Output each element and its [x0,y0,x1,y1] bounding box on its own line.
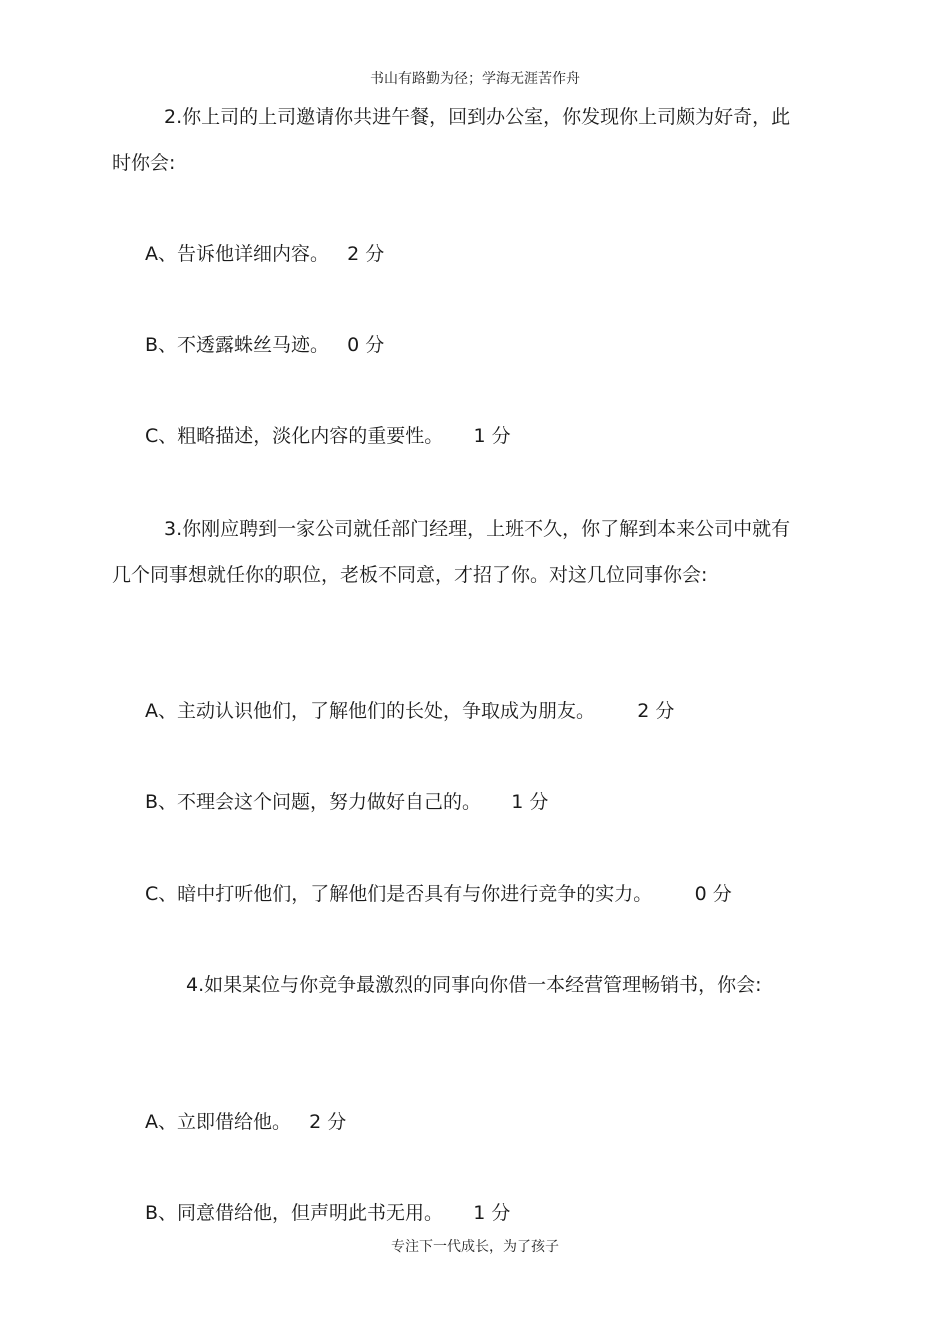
option-label: A、主动认识他们，了解他们的长处，争取成为朋友。 [145,700,595,722]
question-2-option-b [145,331,384,359]
option-score: 1 分 [473,1202,511,1224]
question-3-text: 3.你刚应聘到一家公司就任部门经理，上班不久，你了解到本来公司中就有几个同事想就任你的职位，老板不同意，才招了你。对这几位同事你会: [112,518,791,586]
option-score: 1 分 [511,791,549,813]
question-2-text: 2.你上司的上司邀请你共进午餐，回到办公室，你发现你上司颇为好奇，此时你会: [112,106,791,174]
question-2-option-c [145,422,511,450]
question-4-option-a [145,1108,346,1136]
option-label: A、立即借给他。 [145,1111,291,1133]
option-label: C、粗略描述，淡化内容的重要性。 [145,425,444,447]
page-header: 书山有路勤为径；学海无涯苦作舟 [370,71,580,87]
option-score: 1 分 [473,425,511,447]
option-label: A、告诉他详细内容。 [145,243,329,265]
option-score: 2 分 [309,1111,347,1133]
question-2-option-a [145,240,384,268]
option-score: 2 分 [637,700,675,722]
question-3-option-a [145,697,674,725]
option-score: 2 分 [347,243,385,265]
option-score: 0 分 [347,334,385,356]
option-label: B、不透露蛛丝马迹。 [145,334,330,356]
question-4-option-b [145,1199,510,1227]
page-footer: 专注下一代成长，为了孩子 [391,1239,559,1255]
option-label: B、同意借给他，但声明此书无用。 [145,1202,444,1224]
question-4-text: 4.如果某位与你竞争最激烈的同事向你借一本经营管理畅销书，你会: [186,974,762,996]
option-score: 0 分 [694,883,732,905]
option-label: C、暗中打听他们，了解他们是否具有与你进行竞争的实力。 [145,883,653,905]
question-3-option-c [145,880,732,908]
question-3-option-b [145,788,548,816]
option-label: B、不理会这个问题，努力做好自己的。 [145,791,482,813]
